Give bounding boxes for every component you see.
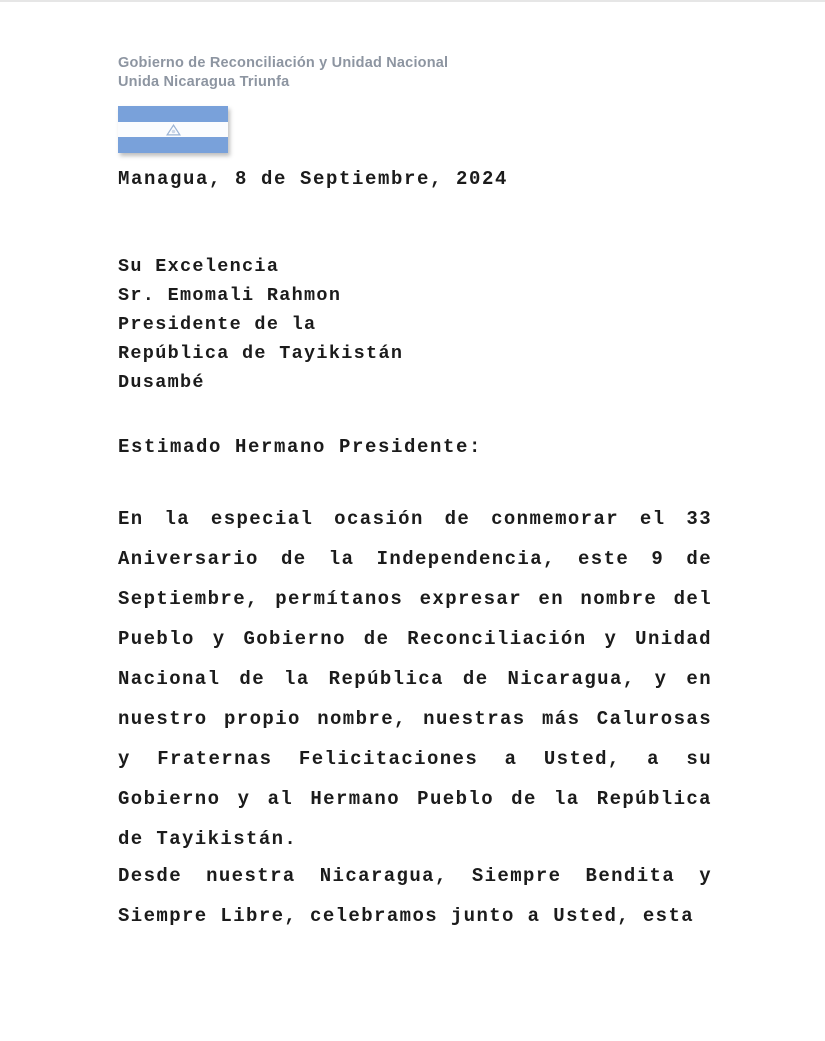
flag-middle-stripe bbox=[118, 122, 228, 137]
recipient-block bbox=[118, 252, 403, 397]
recipient-line-title-1: Presidente de la bbox=[118, 314, 317, 335]
body-paragraph-1: En la especial ocasión de conmemorar el 33 Aniversario de la Independencia, este 9 de Septiembre, permítanos expresar en nombre del Pueblo y Gobierno de Reconciliación y Unidad Nacional de la República de Nicaragua, y en nuestro propio nombre, nuestras más Calurosas y Fraternas Felicitaciones a Usted, a su Gobierno y al Hermano Pueblo de la República de Tayikistán. bbox=[118, 508, 712, 850]
flag-emblem-icon bbox=[166, 124, 181, 136]
letterhead-line-1: Gobierno de Reconciliación y Unidad Nacional bbox=[118, 55, 449, 71]
letterhead-line-2: Unida Nicaragua Triunfa bbox=[118, 74, 290, 91]
recipient-line-title-2: República de Tayikistán bbox=[118, 343, 404, 364]
body-paragraph-2: Desde nuestra Nicaragua, Siempre Bendita y Siempre Libre, celebramos junto a Usted, esta bbox=[118, 865, 712, 927]
date-line: Managua, 8 de Septiembre, 2024 bbox=[118, 168, 509, 190]
recipient-line-name: Sr. Emomali Rahmon bbox=[118, 285, 342, 306]
nicaragua-flag-icon bbox=[118, 106, 228, 153]
flag-bottom-stripe bbox=[118, 137, 228, 153]
salutation: Estimado Hermano Presidente: bbox=[118, 436, 483, 458]
flag-top-stripe bbox=[118, 106, 228, 122]
recipient-line-city: Dusambé bbox=[118, 372, 205, 393]
recipient-line-honorific: Su Excelencia bbox=[118, 256, 280, 277]
letterhead bbox=[118, 54, 448, 92]
